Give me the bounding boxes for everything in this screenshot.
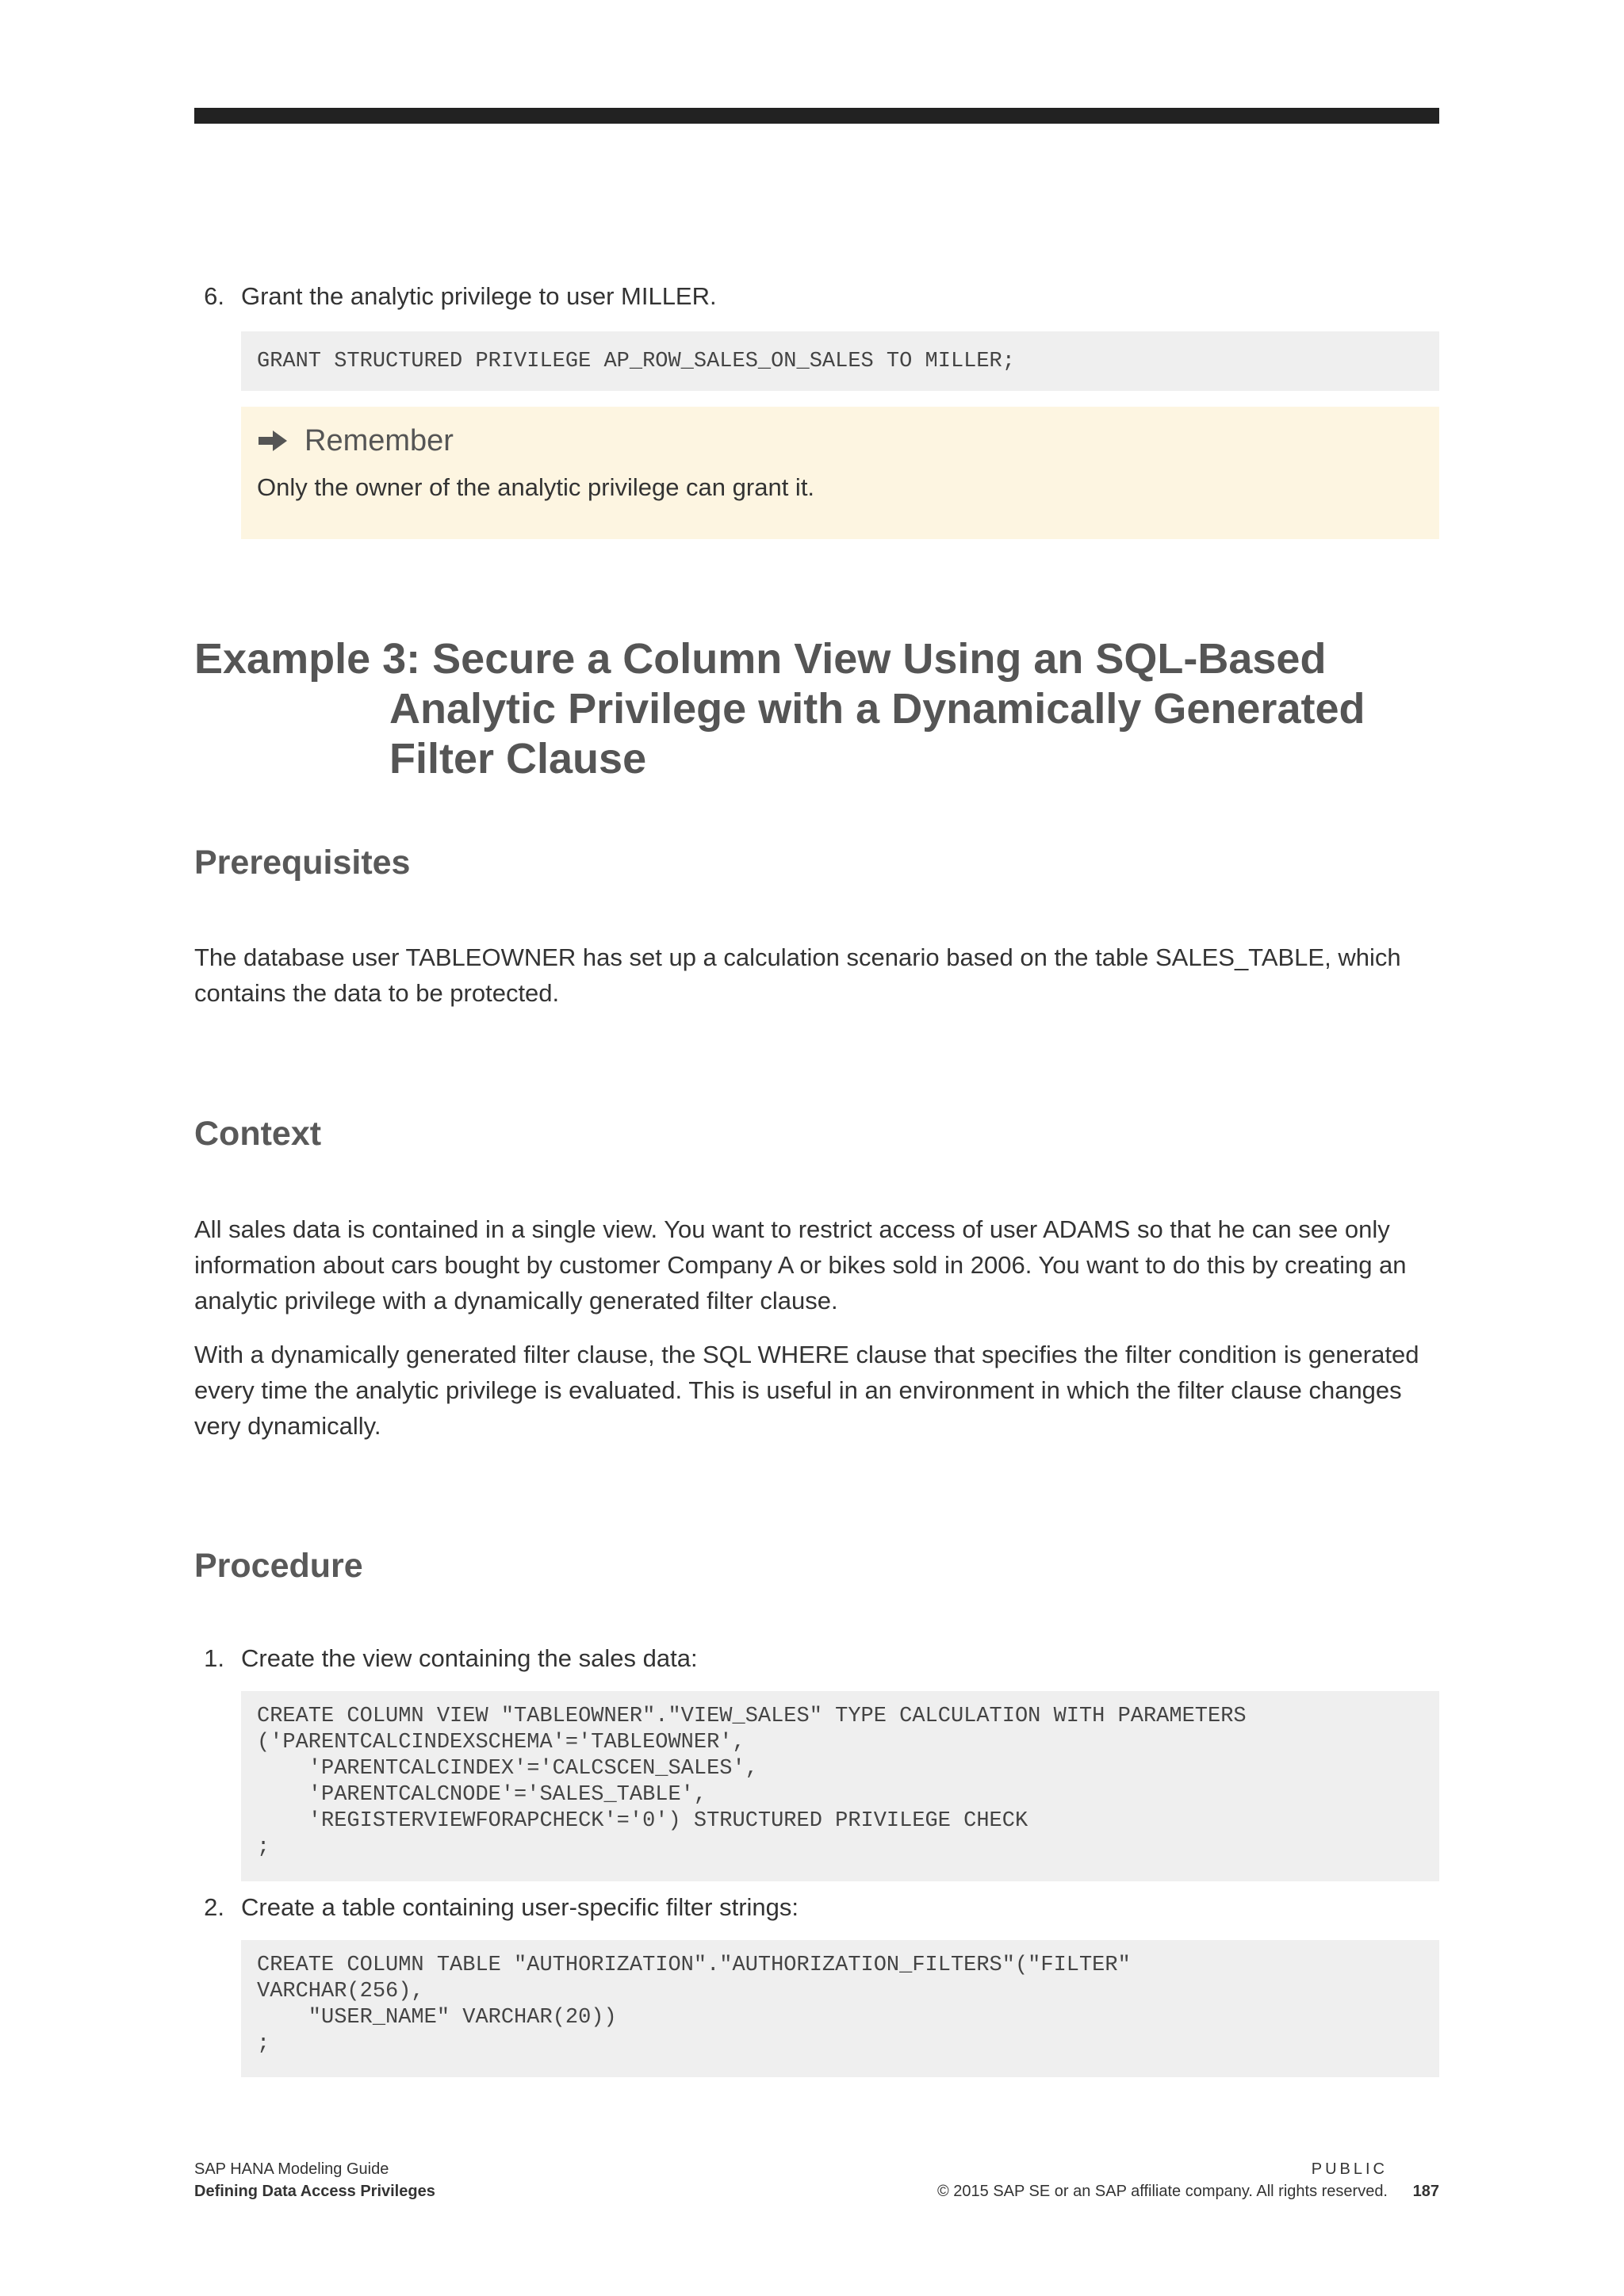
footer-copyright-row [937, 2180, 1439, 2202]
code-block-create-view: CREATE COLUMN VIEW "TABLEOWNER"."VIEW_SALES" TYPE CALCULATION WITH PARAMETERS ('PARENTCALCINDEXSCHEMA'='TABLEOWNER', 'PARENTCALCINDEX'='CALCSCEN_SALES', 'PARENTCALCNODE'='SALES_TABLE', 'REGISTERVIEWFORAPCHECK'='0') STRUCTURED PRIVILEGE CHECK ; [241, 1691, 1439, 1881]
context-paragraph-2: With a dynamically generated filter clause, the SQL WHERE clause that specifies the filter condition is generated every time the analytic privilege is evaluated. This is useful in an environment in which the filter clause changes very dynamically. [194, 1341, 1419, 1440]
list-number: 6. [204, 282, 224, 310]
header-rule [194, 108, 1439, 124]
section-heading [194, 634, 1439, 784]
footer-section-title: Defining Data Access Privileges [194, 2183, 435, 2200]
heading-line-1: Example 3: Secure a Column View Using an SQL-Based [194, 635, 1327, 683]
heading-line-3: Filter Clause [389, 735, 647, 783]
list-number: 2. [204, 1893, 224, 1921]
arrow-right-icon [257, 429, 289, 453]
list-number: 1. [204, 1644, 224, 1672]
note-header [257, 421, 1423, 461]
footer-classification: PUBLIC [1311, 2160, 1388, 2178]
note-title: Remember [304, 423, 454, 457]
footer-right [937, 2158, 1439, 2202]
note-text: Only the owner of the analytic privilege can grant it. [257, 473, 815, 501]
list-text: Create a table containing user-specific filter strings: [241, 1893, 799, 1921]
footer-guide-title: SAP HANA Modeling Guide [194, 2160, 389, 2178]
list-text: Grant the analytic privilege to user MILLER. [241, 282, 717, 310]
procedure-heading: Procedure [194, 1547, 363, 1585]
context-heading: Context [194, 1115, 322, 1153]
heading-line-2: Analytic Privilege with a Dynamically Generated [389, 685, 1365, 733]
prerequisites-text: The database user TABLEOWNER has set up a calculation scenario based on the table SALES_TABLE, which contains the data to be protected. [194, 943, 1401, 1007]
footer-left [194, 2158, 435, 2202]
code-block-create-table: CREATE COLUMN TABLE "AUTHORIZATION"."AUTHORIZATION_FILTERS"("FILTER" VARCHAR(256), "USER_NAME" VARCHAR(20)) ; [241, 1940, 1439, 2077]
list-text: Create the view containing the sales data: [241, 1644, 698, 1672]
remember-note [241, 407, 1439, 539]
prerequisites-heading: Prerequisites [194, 844, 411, 882]
page-number: 187 [1412, 2183, 1439, 2200]
footer-copyright: © 2015 SAP SE or an SAP affiliate company. All rights reserved. [936, 2183, 1388, 2200]
code-block-grant: GRANT STRUCTURED PRIVILEGE AP_ROW_SALES_ON_SALES TO MILLER; [241, 331, 1439, 391]
context-paragraph-1: All sales data is contained in a single view. You want to restrict access of user ADAMS so that he can see only information about cars bought by customer Company A or bikes sold in 2006. You want to do this by creating an analytic privilege with a dynamically generated filter clause. [194, 1215, 1407, 1314]
